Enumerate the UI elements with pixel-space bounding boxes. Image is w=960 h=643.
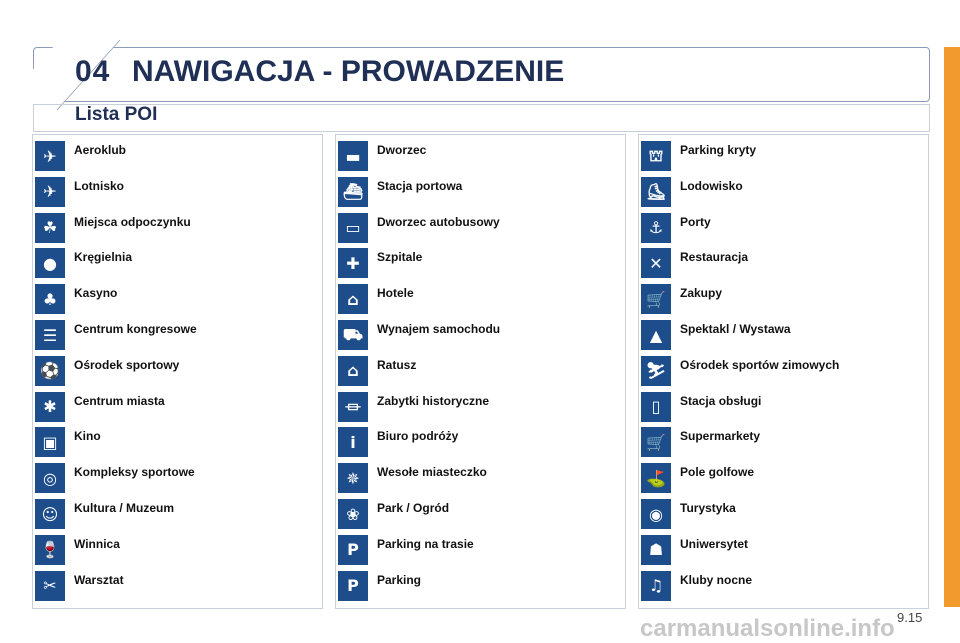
poi-list-item xyxy=(336,389,625,425)
poi-column-3 xyxy=(638,134,929,609)
page-number: 9.15 xyxy=(897,610,923,625)
casino-icon: ♣ xyxy=(35,284,65,314)
poi-list-item xyxy=(33,568,322,604)
poi-list-item xyxy=(33,317,322,353)
congress-center-icon: ☰ xyxy=(35,320,65,350)
airport-icon: ✈ xyxy=(35,177,65,207)
poi-list-item xyxy=(336,174,625,210)
poi-label: Ośrodek sportowy xyxy=(74,357,180,372)
tourism-icon: ◉ xyxy=(641,499,671,529)
ski-resort-icon: ⛷ xyxy=(641,356,671,386)
chapter-number: 04 xyxy=(75,55,111,88)
poi-label: Zakupy xyxy=(680,286,723,301)
poi-list-item xyxy=(336,138,625,174)
poi-list-item xyxy=(33,353,322,389)
cinema-icon: ▣ xyxy=(35,427,65,457)
poi-column-1 xyxy=(32,134,323,609)
hospital-icon: ✚ xyxy=(338,248,368,278)
poi-list-item xyxy=(639,496,928,532)
sports-center-icon: ⚽ xyxy=(35,356,65,386)
poi-label: Ośrodek sportów zimowych xyxy=(680,357,840,372)
watermark: carmanualsonline.info xyxy=(640,615,895,642)
poi-label: Dworzec xyxy=(377,143,427,157)
poi-list-item xyxy=(33,496,322,532)
parking-icon: P xyxy=(338,571,368,601)
poi-label: Kluby nocne xyxy=(680,572,753,587)
poi-list-item xyxy=(639,568,928,604)
poi-list-item xyxy=(33,389,322,425)
poi-list-item xyxy=(336,460,625,496)
poi-label: Wesołe miasteczko xyxy=(377,465,487,480)
poi-label: Turystyka xyxy=(680,501,736,515)
poi-label: Parking kryty xyxy=(680,143,757,157)
poi-list-item xyxy=(33,460,322,496)
poi-label: Zabytki historyczne xyxy=(377,393,490,408)
poi-list-item xyxy=(336,281,625,317)
section-frame xyxy=(33,104,930,132)
poi-list-item xyxy=(33,174,322,210)
bus-station-icon: ▭ xyxy=(338,213,368,243)
poi-list-item xyxy=(639,281,928,317)
poi-label: Winnica xyxy=(74,536,120,551)
poi-list-item xyxy=(33,245,322,281)
poi-label: Uniwersytet xyxy=(680,536,749,551)
poi-label: Centrum kongresowe xyxy=(74,322,197,336)
poi-label: Warsztat xyxy=(74,572,124,587)
winery-icon: 🍷 xyxy=(35,535,65,565)
poi-label: Kultura / Muzeum xyxy=(74,501,175,515)
supermarket-icon: 🛒 xyxy=(641,427,671,457)
poi-label: Miejsca odpoczynku xyxy=(74,214,191,229)
poi-list-item xyxy=(336,210,625,246)
poi-label: Kasyno xyxy=(74,286,118,301)
poi-label: Stacja obsługi xyxy=(680,393,762,408)
golf-icon: ⛳ xyxy=(641,463,671,493)
side-tab-bar xyxy=(944,47,960,607)
poi-list-item xyxy=(639,317,928,353)
poi-list-item xyxy=(33,210,322,246)
poi-column-2 xyxy=(335,134,626,609)
poi-list-item xyxy=(639,424,928,460)
poi-label: Pole golfowe xyxy=(680,465,755,480)
nightclub-icon: ♫ xyxy=(641,571,671,601)
university-icon: ☗ xyxy=(641,535,671,565)
park-and-ride-icon: P xyxy=(338,535,368,565)
poi-label: Parking na trasie xyxy=(377,536,474,551)
ice-rink-icon: ⛸ xyxy=(641,177,671,207)
port-icon: ⚓ xyxy=(641,213,671,243)
poi-label: Aeroklub xyxy=(74,143,127,157)
poi-list-item xyxy=(639,138,928,174)
poi-label: Stacja portowa xyxy=(377,178,463,193)
fuel-station-icon: ▯ xyxy=(641,392,671,422)
amusement-park-icon: ✵ xyxy=(338,463,368,493)
shopping-icon: 🛒 xyxy=(641,284,671,314)
poi-label: Lotnisko xyxy=(74,178,124,193)
tourist-info-icon: i xyxy=(338,427,368,457)
poi-list-item xyxy=(336,353,625,389)
section-title: Lista POI xyxy=(75,104,158,125)
poi-label: Park / Ogród xyxy=(377,501,450,515)
poi-list-item xyxy=(33,138,322,174)
theatre-icon: ▲ xyxy=(641,320,671,350)
poi-label: Supermarkety xyxy=(680,429,761,444)
covered-parking-icon: ⛫ xyxy=(641,141,671,171)
poi-list-item xyxy=(639,460,928,496)
poi-label: Kino xyxy=(74,429,101,444)
poi-label: Lodowisko xyxy=(680,178,743,193)
poi-list-item xyxy=(639,174,928,210)
poi-label: Centrum miasta xyxy=(74,393,165,408)
poi-label: Porty xyxy=(680,214,711,229)
poi-list-item xyxy=(33,424,322,460)
poi-list-item xyxy=(336,532,625,568)
rest-area-icon: ☘ xyxy=(35,213,65,243)
car-rental-icon: ⛟ xyxy=(338,320,368,350)
hotel-icon: ⌂ xyxy=(338,284,368,314)
sports-complex-icon: ◎ xyxy=(35,463,65,493)
poi-list-item xyxy=(336,568,625,604)
poi-label: Ratusz xyxy=(377,357,417,372)
poi-list-item xyxy=(639,245,928,281)
train-station-icon: ▬ xyxy=(338,141,368,171)
poi-list-item xyxy=(336,317,625,353)
poi-label: Kompleksy sportowe xyxy=(74,465,195,480)
ferry-terminal-icon: ⛴ xyxy=(338,177,368,207)
poi-label: Parking xyxy=(377,572,422,587)
poi-label: Wynajem samochodu xyxy=(377,322,501,336)
poi-list-item xyxy=(336,424,625,460)
poi-list-item xyxy=(639,532,928,568)
museum-icon: ☺ xyxy=(35,499,65,529)
poi-list-item xyxy=(33,532,322,568)
park-icon: ❀ xyxy=(338,499,368,529)
city-center-icon: ✱ xyxy=(35,392,65,422)
poi-label: Restauracja xyxy=(680,250,749,265)
poi-label: Hotele xyxy=(377,286,414,301)
poi-list-item xyxy=(639,353,928,389)
poi-list-item xyxy=(639,210,928,246)
poi-list-item xyxy=(33,281,322,317)
poi-label: Kręgielnia xyxy=(74,250,133,265)
page-title: NAWIGACJA - PROWADZENIE xyxy=(132,55,565,88)
garage-icon: ✂ xyxy=(35,571,65,601)
poi-list-item xyxy=(639,389,928,425)
poi-list-item xyxy=(336,496,625,532)
poi-label: Szpitale xyxy=(377,250,423,265)
bowling-icon: ● xyxy=(35,248,65,278)
monument-icon: ⏛ xyxy=(338,392,368,422)
restaurant-icon: ✕ xyxy=(641,248,671,278)
poi-label: Dworzec autobusowy xyxy=(377,214,500,229)
aeroclub-icon: ✈ xyxy=(35,141,65,171)
town-hall-icon: ⌂ xyxy=(338,356,368,386)
poi-list-item xyxy=(336,245,625,281)
poi-label: Biuro podróży xyxy=(377,429,459,444)
poi-label: Spektakl / Wystawa xyxy=(680,322,791,336)
